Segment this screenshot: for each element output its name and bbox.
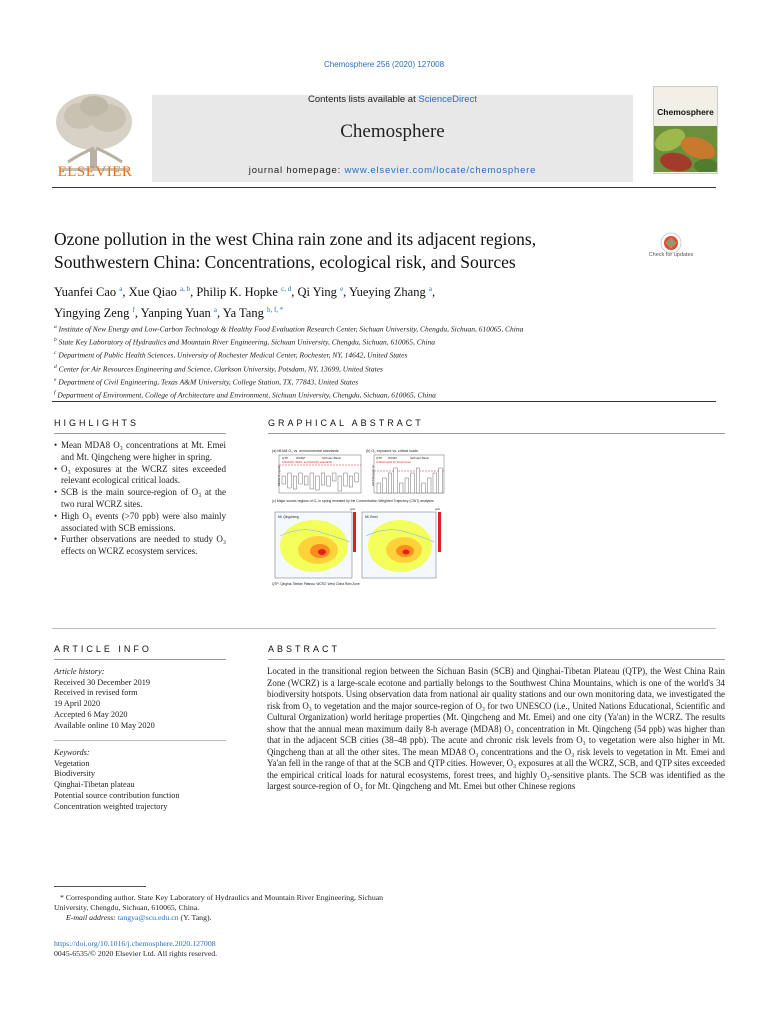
colorbar-right bbox=[438, 512, 441, 552]
affiliation-key: f bbox=[54, 390, 56, 397]
panel-b-legend-qtp: QTP bbox=[376, 456, 383, 460]
footnote-star: * bbox=[60, 893, 64, 902]
exposure-bar bbox=[433, 473, 437, 493]
author-name[interactable]: Xue Qiao bbox=[128, 285, 177, 300]
article-title: Ozone pollution in the west China rain zone and its adjacent regions, Southwestern China: Concentrations, ecological risk, and Sources bbox=[54, 229, 537, 272]
affiliation-marker[interactable]: e bbox=[340, 285, 344, 293]
author[interactable] bbox=[129, 285, 190, 299]
exposure-bar bbox=[422, 483, 426, 493]
publisher-name: ELSEVIER bbox=[57, 164, 133, 180]
section-rule bbox=[52, 401, 716, 402]
author[interactable] bbox=[54, 306, 135, 320]
panel-a-ylabel: MDA8 O₃ (ppb) bbox=[277, 465, 281, 486]
boxplot-box bbox=[349, 476, 353, 487]
boxplot-box bbox=[299, 473, 303, 484]
affiliation-list bbox=[54, 322, 714, 401]
email-suffix: (Y. Tang). bbox=[178, 913, 212, 922]
article-info-rule bbox=[54, 659, 226, 660]
affiliation bbox=[54, 362, 714, 375]
keyword[interactable]: Vegetation bbox=[54, 758, 90, 768]
sciencedirect-link[interactable]: ScienceDirect bbox=[418, 94, 477, 105]
author-separator: , bbox=[291, 285, 298, 300]
affiliation bbox=[54, 375, 714, 388]
graphical-abstract-caption: QTP: Qinghai-Tibetan Plateau; WCRZ: West China Rain Zone bbox=[272, 582, 360, 586]
boxplot-box bbox=[288, 473, 292, 488]
abstract-rule bbox=[268, 659, 725, 660]
affiliation bbox=[54, 388, 714, 401]
map-right-label: Mt. Emei bbox=[365, 515, 378, 519]
author-separator: , bbox=[190, 285, 197, 300]
graphical-abstract-heading: GRAPHICAL ABSTRACT bbox=[268, 418, 424, 428]
boxplot-box bbox=[355, 473, 359, 482]
history-item: 19 April 2020 bbox=[54, 699, 101, 709]
keywords-block bbox=[54, 748, 226, 812]
section-rule bbox=[52, 628, 716, 629]
doi-link[interactable]: https://doi.org/10.1016/j.chemosphere.2020.127008 bbox=[54, 939, 216, 948]
boxplot-box bbox=[310, 473, 314, 489]
panel-b-load-label: Critical loads for forest trees bbox=[376, 460, 411, 464]
affiliation-marker[interactable]: a bbox=[428, 285, 432, 293]
history-item: Received 30 December 2019 bbox=[54, 677, 151, 687]
cover-title: Chemosphere bbox=[657, 107, 714, 117]
affiliation-text: State Key Laboratory of Hydraulics and Mountain River Engineering, Sichuan University, Chengdu, Sichuan, 610065, China bbox=[58, 337, 436, 347]
exposure-bar bbox=[427, 478, 431, 493]
affiliation-marker[interactable]: c, d bbox=[281, 285, 292, 293]
keyword[interactable]: Qinghai-Tibetan plateau bbox=[54, 780, 135, 790]
highlight-item: • Further observations are needed to study O₃ effects on WCRZ ecosystem services. bbox=[54, 534, 226, 558]
author-separator: , bbox=[122, 285, 129, 300]
author-name[interactable]: Yanping Yuan bbox=[140, 306, 211, 321]
contents-prefix: Contents lists available at bbox=[308, 94, 419, 105]
map-left-label: Mt. Qingcheng bbox=[278, 515, 299, 519]
footnote-rule bbox=[54, 886, 146, 887]
boxplot-box bbox=[338, 476, 342, 491]
homepage-link[interactable]: www.elsevier.com/locate/chemosphere bbox=[344, 165, 537, 176]
affiliation bbox=[54, 348, 714, 361]
affiliation-key: c bbox=[54, 350, 57, 357]
panel-b-legend-wcrz: WCRZ bbox=[388, 456, 397, 460]
author-list bbox=[54, 280, 694, 322]
affiliation-key: a bbox=[54, 324, 57, 330]
highlight-item: • High O₃ events (>70 ppb) were also mainly associated with SCB emissions. bbox=[54, 511, 226, 535]
doi-block bbox=[54, 939, 217, 959]
affiliation-key: d bbox=[54, 363, 57, 370]
homepage-prefix: journal homepage: bbox=[248, 165, 345, 176]
exposure-bar bbox=[416, 468, 420, 493]
affiliation-marker[interactable]: a bbox=[119, 285, 123, 293]
journal-citation[interactable]: Chemosphere 256 (2020) 127008 bbox=[323, 60, 445, 69]
highlights-list bbox=[54, 440, 226, 558]
author-separator: , bbox=[217, 306, 223, 321]
author[interactable] bbox=[297, 285, 343, 299]
boxplot-box bbox=[282, 476, 286, 484]
author-name[interactable]: Qi Ying bbox=[297, 285, 337, 300]
exposure-bar bbox=[411, 473, 415, 493]
panel-a-standard-label: CNAAQS, WHO, and NAAQS standards bbox=[282, 460, 333, 464]
exposure-bar bbox=[394, 468, 398, 493]
author-name[interactable]: Yingying Zeng bbox=[54, 306, 130, 321]
history-item: Available online 10 May 2020 bbox=[54, 720, 155, 730]
affiliation-key: e bbox=[54, 376, 57, 383]
author-name[interactable]: Ya Tang bbox=[222, 306, 264, 321]
keyword[interactable]: Biodiversity bbox=[54, 769, 96, 779]
exposure-bar bbox=[388, 473, 392, 493]
colorbar-left-unit: ppb bbox=[350, 507, 356, 511]
history-item: Received in revised form bbox=[54, 688, 138, 698]
exposure-bar bbox=[399, 483, 403, 493]
author[interactable] bbox=[349, 285, 432, 299]
author-name[interactable]: Philip K. Hopke bbox=[196, 285, 278, 300]
boxplot-box bbox=[332, 473, 336, 481]
affiliation-text: Department of Public Health Sciences, University of Rochester Medical Center, Rochester, NY, 14642, United States bbox=[58, 350, 408, 360]
article-history bbox=[54, 667, 226, 731]
abstract-text: Located in the transitional region between the Sichuan Basin (SCB) and Qinghai-Tibetan Plateau (QTP), the West China Rain Zone (WCRZ) is a large-scale ecotone and partially belongs to the Southwest China Mountains, which is one of the world's 34 biodiversity hotspots. Using observation data from national air quality stations and our own monitoring data, we investigated the risk from O₃ to vegetation and the major source-region of O₃ for two UNESCO (i.e., United Nations Educational, Scientific and Cultural Organization) world heritage properties (Mt. Qingcheng and Mt. Emei) and one city (Ya'an) in the WCRZ. The results show that the annual mean maximum daily 8-h average (MDA8) O₃ concentration in Mt. Qingcheng (54 ppb) was higher than that in the adjacent SCB cities (38–48 ppb). The acute and chronic risk levels from O₃ to vegetation were also higher in Mt. Qingcheng than at all the other sites. The mean MDA8 O₃ concentrations and the O₃ risk levels to vegetation in Mt. Emei and Ya'an fell in the range of that at the SCB and QTP cities. However, O₃ exposures at all the WCRZ, SCB, and QTP sites exceeded the empirical critical loads for natural ecosystems, forest trees, and highly O₃-sensitive plants. The SCB was identified as the largest source-region of O₃ for Mt. Qingcheng and Mt. Emei but other Chinese regions bbox=[267, 666, 725, 792]
keyword[interactable]: Potential source contribution function bbox=[54, 790, 180, 800]
panel-c-title: (c) Major source-regions of O₃ in spring revealed by the Concentration Weighted Trajectory (CWT) analyses bbox=[272, 499, 434, 503]
journal-title: Chemosphere bbox=[340, 121, 445, 142]
boxplot-box bbox=[304, 476, 308, 485]
contents-line bbox=[152, 94, 633, 105]
history-item: Accepted 6 May 2020 bbox=[54, 709, 128, 719]
panel-a-legend-wcrz: WCRZ bbox=[296, 456, 305, 460]
history-label: Article history: bbox=[54, 667, 105, 676]
email-label: E-mail address: bbox=[66, 913, 116, 922]
affiliation-text: Center for Air Resources Engineering and Science, Clarkson University, Potsdam, NY, 13699, United States bbox=[58, 364, 383, 374]
map-emei bbox=[362, 512, 436, 578]
corresponding-author-footnote bbox=[54, 893, 414, 923]
affiliation-text: Department of Civil Engineering, Texas A&M University, College Station, TX, 77843, United States bbox=[58, 377, 359, 387]
panel-a-legend-scb: Sichuan Basin bbox=[322, 456, 342, 460]
panel-b-title: (b) O₃ exposure vs. critical loads bbox=[366, 449, 418, 453]
affiliation bbox=[54, 322, 714, 335]
highlight-item: • O₃ exposures at the WCRZ sites exceeded relevant ecological critical loads. bbox=[54, 464, 226, 488]
map-qingcheng bbox=[275, 512, 352, 578]
boxplot-box bbox=[321, 473, 325, 485]
article-info-heading: ARTICLE INFO bbox=[54, 644, 152, 654]
exposure-bar bbox=[383, 478, 387, 493]
affiliation-marker[interactable]: a, b bbox=[180, 285, 191, 293]
affiliation-text: Department of Environment, College of Architecture and Environment, Sichuan University, Chengdu, Sichuan, 610065, China bbox=[57, 390, 436, 400]
exposure-bar bbox=[405, 478, 409, 493]
affiliation-marker[interactable]: b, f, * bbox=[266, 306, 284, 315]
author-separator: , bbox=[431, 285, 436, 300]
author[interactable] bbox=[141, 306, 217, 320]
email-link[interactable]: tangya@scu.edu.cn bbox=[117, 913, 179, 922]
check-for-updates-label[interactable]: Check for updates bbox=[648, 252, 694, 258]
exposure-bar bbox=[377, 483, 381, 493]
highlights-rule bbox=[54, 433, 226, 434]
boxplot-box bbox=[293, 476, 297, 489]
copyright: 0045-6535/© 2020 Elsevier Ltd. All rights reserved. bbox=[54, 949, 218, 958]
boxplot-box bbox=[316, 476, 320, 490]
highlight-item: • SCB is the main source-region of O₃ at the two rural WCRZ sites. bbox=[54, 487, 226, 511]
colorbar-right-unit: ppb bbox=[435, 507, 441, 511]
affiliation bbox=[54, 335, 714, 348]
affiliation-key: b bbox=[54, 337, 57, 344]
boxplot-box bbox=[327, 476, 331, 486]
panel-a-title: (a) MDA8 O₃ vs. environmental standards bbox=[272, 449, 339, 453]
affiliation-text: Institute of New Energy and Low-Carbon Technology & Healthy Food Evaluation Research Center, Sichuan University, Chengdu, Sichuan, 610065, China bbox=[58, 324, 524, 334]
cover-leaf-image bbox=[654, 126, 717, 172]
header-rule bbox=[52, 187, 716, 188]
keywords-label: Keywords: bbox=[54, 748, 90, 757]
panel-a-legend-qtp: QTP bbox=[282, 456, 289, 460]
graphical-abstract-rule bbox=[268, 433, 725, 434]
panel-b-legend-scb: Sichuan Basin bbox=[410, 456, 430, 460]
highlight-item: • Mean MDA8 O₃ concentrations at Mt. Emei and Mt. Qingcheng were higher in spring. bbox=[54, 440, 226, 464]
author-separator: , bbox=[343, 285, 349, 300]
author-name[interactable]: Yueying Zhang bbox=[348, 285, 426, 300]
exposure-bar bbox=[439, 468, 443, 493]
homepage-line bbox=[152, 165, 633, 176]
affiliation-marker[interactable]: f bbox=[132, 306, 135, 315]
author-name[interactable]: Yuanfei Cao bbox=[54, 285, 117, 300]
keywords-rule bbox=[54, 740, 226, 741]
panel-b-ylabel: AOT40 (ppm h) bbox=[371, 465, 375, 486]
author[interactable] bbox=[54, 285, 122, 299]
highlights-heading: HIGHLIGHTS bbox=[54, 418, 140, 428]
author[interactable] bbox=[196, 285, 291, 299]
affiliation-marker[interactable]: a bbox=[213, 306, 217, 315]
keyword[interactable]: Concentration weighted trajectory bbox=[54, 801, 168, 811]
footnote-text: Corresponding author. State Key Laboratory of Hydraulics and Mountain River Engineering, Sichuan University, Chengdu, Sichuan, 610065, China. bbox=[54, 893, 384, 912]
author[interactable] bbox=[223, 306, 284, 320]
abstract-heading: ABSTRACT bbox=[268, 644, 341, 654]
graphical-abstract-figure[interactable] bbox=[270, 446, 446, 588]
colorbar-left bbox=[353, 512, 356, 552]
check-for-updates-icon[interactable] bbox=[652, 230, 690, 268]
boxplot-box bbox=[344, 473, 348, 486]
author-separator: , bbox=[134, 306, 141, 321]
